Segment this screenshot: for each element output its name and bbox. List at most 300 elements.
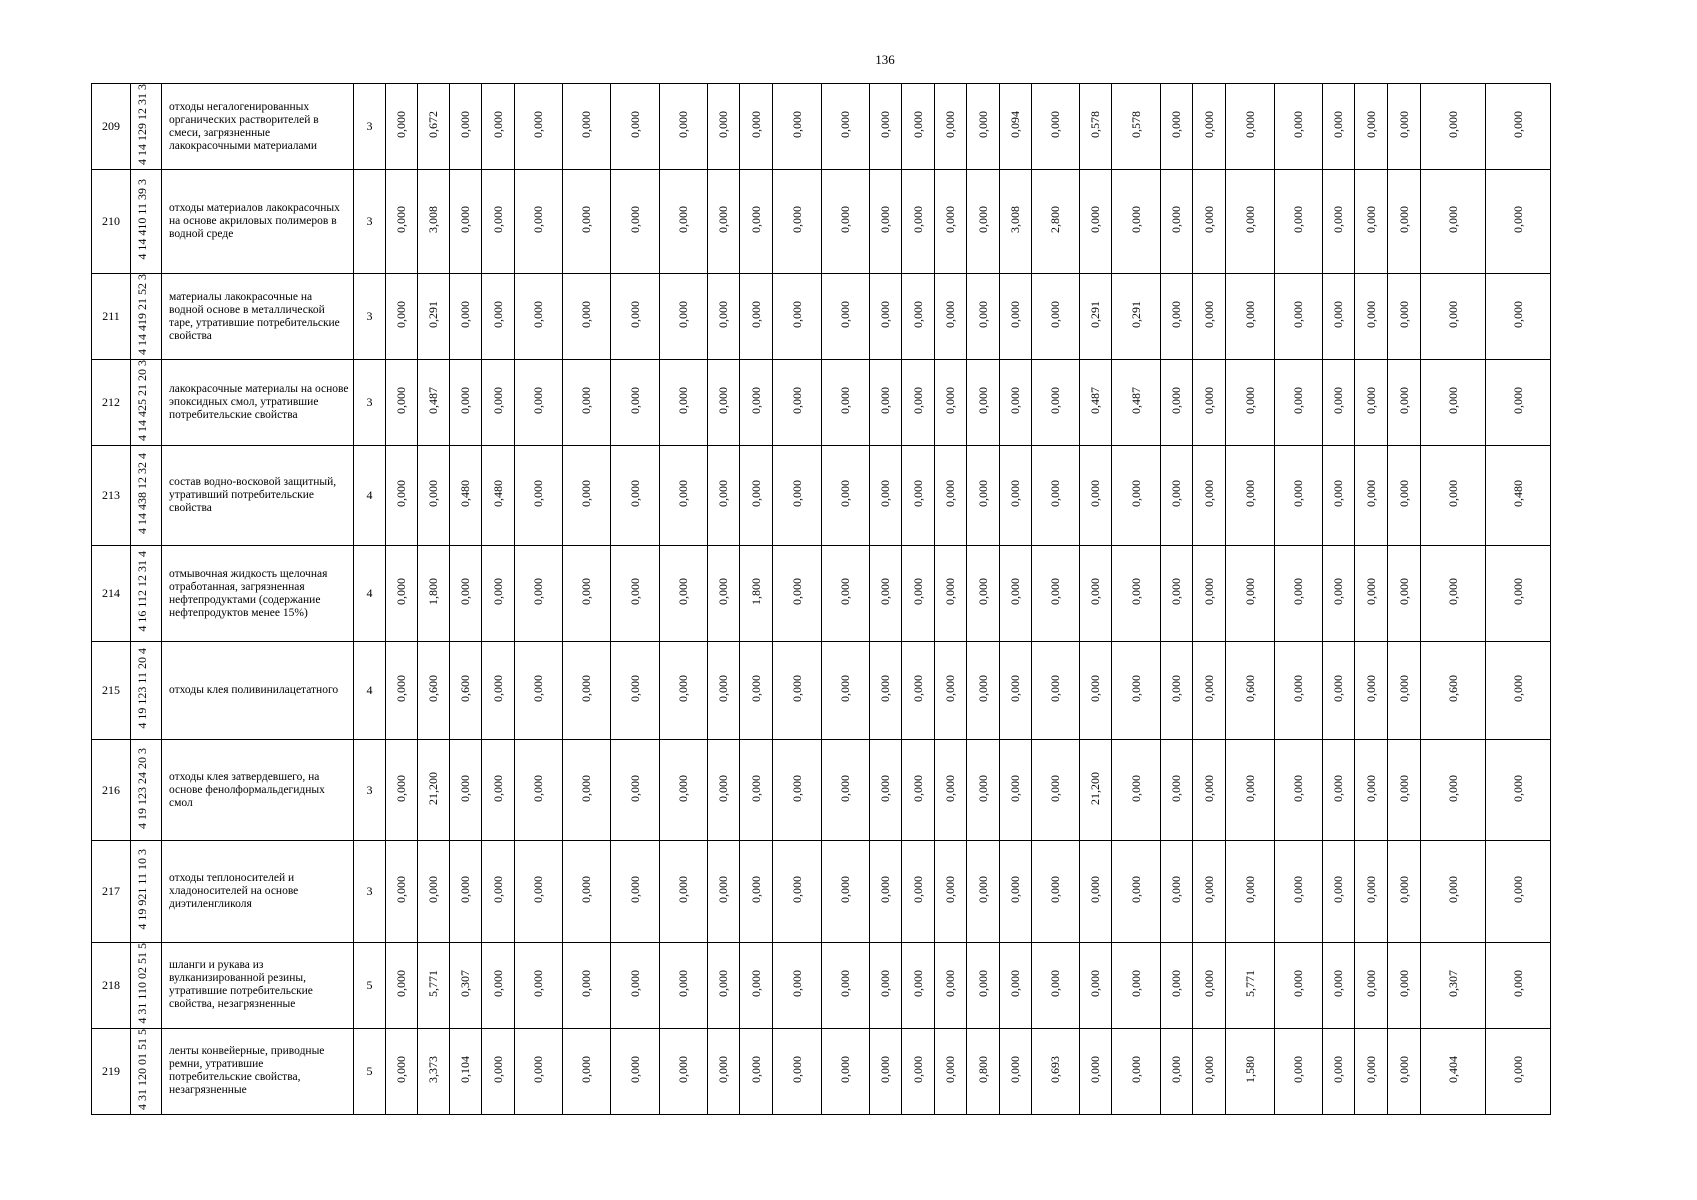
waste-code-cell — [131, 360, 162, 446]
value-cell — [1193, 446, 1226, 546]
value-cell — [935, 841, 967, 943]
value-cell — [773, 84, 822, 170]
value-cell — [1355, 642, 1388, 740]
value-cell — [418, 546, 450, 642]
value-text: 0,000 — [1088, 1055, 1102, 1083]
value-text: 0,000 — [1201, 675, 1216, 702]
value-text: 0,000 — [716, 206, 730, 233]
value-cell — [773, 446, 822, 546]
value-cell — [967, 943, 1000, 1029]
value-text: 0,000 — [1048, 969, 1062, 997]
value-cell — [515, 84, 563, 170]
value-cell — [660, 1028, 708, 1114]
value-text: 0,000 — [838, 876, 852, 903]
value-cell — [418, 360, 450, 446]
value-cell — [1388, 360, 1421, 446]
value-text: 0,000 — [789, 387, 804, 414]
value-cell — [773, 170, 822, 274]
value-cell — [1226, 170, 1275, 274]
value-text: 0,000 — [1008, 387, 1022, 414]
value-text: 0,000 — [975, 301, 990, 328]
value-cell — [1161, 943, 1193, 1029]
value-text: 0,000 — [1363, 111, 1378, 138]
value-text: 0,000 — [910, 206, 925, 233]
value-text: 0,000 — [394, 480, 408, 507]
value-text: 0,000 — [878, 675, 892, 702]
value-text: 0,000 — [1242, 206, 1257, 233]
value-cell — [386, 546, 418, 642]
value-cell — [660, 446, 708, 546]
value-cell — [1080, 446, 1112, 546]
value-text: 0,000 — [627, 301, 642, 328]
value-text: 0,000 — [1088, 675, 1102, 702]
value-text: 0,000 — [627, 206, 642, 233]
value-text: 0,000 — [1242, 578, 1257, 605]
value-cell — [611, 84, 660, 170]
value-cell — [1112, 1028, 1161, 1114]
value-text: 0,000 — [1396, 675, 1411, 702]
value-cell — [1226, 360, 1275, 446]
value-cell — [1388, 446, 1421, 546]
value-text: 0,000 — [716, 969, 730, 997]
value-text: 0,000 — [1201, 876, 1216, 903]
value-cell — [563, 546, 611, 642]
value-text: 0,000 — [676, 1055, 690, 1083]
value-text: 0,578 — [1128, 111, 1143, 138]
value-cell — [1355, 360, 1388, 446]
value-text: 0,000 — [1169, 480, 1183, 507]
value-cell — [1193, 943, 1226, 1029]
value-cell — [1000, 642, 1032, 740]
value-cell — [450, 446, 482, 546]
value-cell — [773, 841, 822, 943]
value-text: 0,000 — [1396, 480, 1411, 507]
value-cell — [1193, 274, 1226, 360]
value-text: 0,000 — [1331, 387, 1345, 414]
value-cell — [1080, 360, 1112, 446]
value-text: 1,800 — [426, 578, 440, 605]
value-text: 0,000 — [716, 876, 730, 903]
table-row — [92, 943, 1583, 1029]
value-cell — [1032, 1028, 1080, 1114]
value-text: 21,200 — [1088, 771, 1102, 805]
value-text: 0,000 — [394, 1055, 408, 1083]
value-text: 0,000 — [910, 876, 925, 903]
value-cell — [1000, 170, 1032, 274]
value-cell — [902, 1028, 935, 1114]
value-cell — [740, 841, 773, 943]
value-text: 0,000 — [579, 876, 593, 903]
waste-code: 4 19 123 11 20 4 — [135, 648, 149, 729]
value-cell — [708, 446, 740, 546]
hazard-class: 5 — [354, 943, 386, 1029]
value-text: 0,404 — [1445, 1055, 1460, 1083]
value-cell — [1323, 446, 1355, 546]
value-cell — [386, 170, 418, 274]
value-text: 0,000 — [748, 774, 763, 802]
value-text: 0,000 — [1048, 578, 1062, 605]
value-cell — [967, 84, 1000, 170]
value-cell — [1421, 84, 1486, 170]
value-text: 0,000 — [1363, 876, 1378, 903]
value-text: 0,000 — [627, 480, 642, 507]
value-text: 0,000 — [943, 387, 957, 414]
value-cell — [1080, 642, 1112, 740]
value-cell — [870, 170, 902, 274]
value-text: 0,000 — [490, 969, 505, 997]
value-text: 0,000 — [1291, 876, 1305, 903]
value-text: 0,291 — [426, 301, 440, 328]
value-cell — [870, 446, 902, 546]
value-text: 0,000 — [975, 774, 990, 802]
value-cell — [482, 642, 515, 740]
value-cell — [1421, 740, 1486, 841]
waste-name: шланги и рукава из вулканизированной резины, утратившие потребительские свойства, незагрязненные — [162, 943, 354, 1029]
value-text: 0,000 — [716, 1055, 730, 1083]
value-text: 0,000 — [1445, 876, 1460, 903]
value-cell — [935, 274, 967, 360]
value-cell — [708, 274, 740, 360]
row-number: 213 — [92, 446, 131, 546]
value-text: 0,000 — [1169, 675, 1183, 702]
value-text: 0,000 — [878, 876, 892, 903]
value-cell — [902, 841, 935, 943]
value-cell — [1032, 546, 1080, 642]
value-cell — [740, 84, 773, 170]
row-number: 216 — [92, 740, 131, 841]
value-cell — [1355, 943, 1388, 1029]
waste-code-cell — [131, 642, 162, 740]
value-text: 0,000 — [789, 1055, 804, 1083]
value-text: 0,000 — [531, 578, 545, 605]
value-cell — [967, 546, 1000, 642]
value-text: 0,000 — [1445, 578, 1460, 605]
waste-name: состав водно-восковой защитный, утративший потребительские свойства — [162, 446, 354, 546]
value-cell — [1421, 446, 1486, 546]
value-text: 0,000 — [579, 675, 593, 702]
value-text: 0,000 — [975, 876, 990, 903]
value-text: 0,000 — [490, 387, 505, 414]
value-cell — [1161, 642, 1193, 740]
value-cell — [1161, 360, 1193, 446]
value-cell — [1421, 943, 1486, 1029]
value-text: 0,000 — [1510, 969, 1525, 997]
value-cell — [822, 446, 870, 546]
value-text: 0,000 — [458, 111, 472, 138]
value-text: 0,000 — [748, 387, 763, 414]
value-text: 0,000 — [490, 675, 505, 702]
waste-code: 4 31 110 02 51 5 — [135, 943, 149, 1024]
value-text: 0,693 — [1048, 1055, 1062, 1083]
value-text: 0,000 — [1445, 387, 1460, 414]
value-text: 0,000 — [1201, 1055, 1216, 1083]
value-cell — [708, 943, 740, 1029]
value-text: 0,000 — [1201, 578, 1216, 605]
value-text: 0,487 — [1088, 387, 1102, 414]
value-cell — [386, 274, 418, 360]
value-text: 0,000 — [1169, 111, 1183, 138]
value-cell — [418, 1028, 450, 1114]
value-text: 0,000 — [838, 480, 852, 507]
value-cell — [1161, 274, 1193, 360]
value-cell — [1323, 740, 1355, 841]
value-cell — [1355, 84, 1388, 170]
value-cell — [611, 360, 660, 446]
value-text: 0,000 — [789, 774, 804, 802]
table-row — [92, 84, 1583, 170]
value-text: 0,000 — [1510, 774, 1525, 802]
value-cell — [773, 740, 822, 841]
value-text: 0,000 — [878, 111, 892, 138]
value-cell — [1226, 841, 1275, 943]
value-text: 0,000 — [789, 301, 804, 328]
value-text: 0,000 — [676, 206, 690, 233]
value-text: 0,000 — [1048, 111, 1062, 138]
value-cell — [1388, 546, 1421, 642]
value-cell — [1486, 642, 1551, 740]
value-text: 0,000 — [531, 206, 545, 233]
hazard-class: 5 — [354, 1028, 386, 1114]
value-text: 0,000 — [910, 675, 925, 702]
value-text: 0,000 — [1510, 206, 1525, 233]
waste-code-cell — [131, 1028, 162, 1114]
value-text: 0,000 — [1331, 969, 1345, 997]
value-cell — [450, 84, 482, 170]
value-text: 0,000 — [789, 578, 804, 605]
value-cell — [1226, 84, 1275, 170]
value-text: 0,000 — [1128, 578, 1143, 605]
value-text: 0,000 — [1088, 578, 1102, 605]
value-cell — [1193, 84, 1226, 170]
value-text: 0,000 — [394, 301, 408, 328]
value-text: 0,000 — [1088, 480, 1102, 507]
value-cell — [1161, 841, 1193, 943]
value-text: 0,000 — [1008, 578, 1022, 605]
value-text: 0,000 — [627, 387, 642, 414]
value-cell — [1112, 841, 1161, 943]
value-text: 0,000 — [1169, 387, 1183, 414]
value-cell — [1112, 740, 1161, 841]
value-cell — [1161, 1028, 1193, 1114]
hazard-class: 3 — [354, 84, 386, 170]
value-text: 0,000 — [1242, 480, 1257, 507]
row-number: 219 — [92, 1028, 131, 1114]
waste-code-cell — [131, 84, 162, 170]
value-text: 0,000 — [1331, 206, 1345, 233]
value-cell — [822, 84, 870, 170]
waste-code: 4 14 410 11 39 3 — [135, 179, 149, 260]
value-text: 5,771 — [426, 969, 440, 997]
table-row — [92, 360, 1583, 446]
value-cell — [611, 1028, 660, 1114]
value-cell — [660, 546, 708, 642]
value-text: 0,000 — [748, 480, 763, 507]
value-text: 0,000 — [1363, 578, 1378, 605]
value-cell — [1193, 740, 1226, 841]
value-text: 0,000 — [1128, 1055, 1143, 1083]
value-text: 0,000 — [1396, 876, 1411, 903]
value-cell — [1112, 274, 1161, 360]
value-text: 0,000 — [943, 876, 957, 903]
value-text: 0,000 — [490, 876, 505, 903]
value-cell — [870, 360, 902, 446]
waste-code: 4 19 123 24 20 3 — [135, 747, 149, 829]
value-text: 0,000 — [838, 206, 852, 233]
value-cell — [870, 1028, 902, 1114]
value-cell — [1226, 446, 1275, 546]
value-text: 0,000 — [1331, 480, 1345, 507]
value-text: 0,000 — [1291, 387, 1305, 414]
value-text: 0,000 — [878, 969, 892, 997]
value-text: 0,000 — [789, 876, 804, 903]
value-cell — [563, 446, 611, 546]
value-text: 0,000 — [1169, 578, 1183, 605]
value-cell — [870, 642, 902, 740]
value-text: 0,000 — [676, 480, 690, 507]
hazard-class: 3 — [354, 841, 386, 943]
value-cell — [870, 943, 902, 1029]
value-cell — [660, 170, 708, 274]
value-cell — [660, 360, 708, 446]
value-text: 0,480 — [458, 480, 472, 507]
value-cell — [482, 1028, 515, 1114]
value-text: 0,000 — [1396, 578, 1411, 605]
value-cell — [1000, 943, 1032, 1029]
value-cell — [935, 546, 967, 642]
value-cell — [1032, 446, 1080, 546]
value-cell — [773, 546, 822, 642]
value-text: 0,000 — [1008, 480, 1022, 507]
value-cell — [418, 642, 450, 740]
value-cell — [1032, 943, 1080, 1029]
value-text: 0,000 — [579, 774, 593, 802]
value-cell — [1000, 1028, 1032, 1114]
waste-code: 4 31 120 01 51 5 — [135, 1028, 149, 1110]
value-text: 2,800 — [1048, 206, 1062, 233]
value-cell — [1000, 360, 1032, 446]
value-text: 0,000 — [1048, 675, 1062, 702]
value-cell — [902, 546, 935, 642]
value-text: 0,000 — [627, 774, 642, 802]
value-cell — [1421, 841, 1486, 943]
hazard-class: 4 — [354, 446, 386, 546]
value-text: 0,000 — [878, 480, 892, 507]
value-cell — [1080, 1028, 1112, 1114]
value-text: 0,000 — [1201, 301, 1216, 328]
value-cell — [935, 740, 967, 841]
value-text: 0,000 — [676, 111, 690, 138]
value-text: 1,800 — [748, 578, 763, 605]
value-text: 0,000 — [1128, 876, 1143, 903]
value-cell — [386, 1028, 418, 1114]
value-text: 0,000 — [531, 387, 545, 414]
value-text: 0,000 — [910, 969, 925, 997]
value-cell — [1323, 274, 1355, 360]
value-cell — [1323, 943, 1355, 1029]
value-cell — [773, 943, 822, 1029]
value-cell — [935, 642, 967, 740]
value-cell — [563, 642, 611, 740]
value-text: 0,000 — [490, 578, 505, 605]
value-cell — [611, 446, 660, 546]
value-text: 0,000 — [1396, 111, 1411, 138]
value-cell — [1080, 546, 1112, 642]
value-cell — [482, 360, 515, 446]
value-cell — [870, 84, 902, 170]
value-cell — [418, 84, 450, 170]
value-text: 0,000 — [943, 111, 957, 138]
value-cell — [1486, 170, 1551, 274]
value-cell — [1226, 943, 1275, 1029]
value-cell — [967, 1028, 1000, 1114]
value-cell — [708, 546, 740, 642]
value-text: 0,000 — [1445, 480, 1460, 507]
value-cell — [773, 274, 822, 360]
value-cell — [563, 943, 611, 1029]
value-cell — [967, 360, 1000, 446]
value-cell — [740, 943, 773, 1029]
value-cell — [740, 274, 773, 360]
value-text: 0,000 — [910, 774, 925, 802]
value-cell — [1486, 274, 1551, 360]
value-text: 0,000 — [1128, 206, 1143, 233]
value-cell — [1486, 546, 1551, 642]
value-text: 0,000 — [716, 387, 730, 414]
value-text: 0,000 — [1008, 301, 1022, 328]
value-text: 0,000 — [910, 578, 925, 605]
waste-code: 4 16 112 12 31 4 — [135, 551, 149, 632]
value-cell — [660, 740, 708, 841]
value-text: 0,000 — [579, 1055, 593, 1083]
hazard-class: 3 — [354, 740, 386, 841]
value-text: 0,000 — [1169, 1055, 1183, 1083]
value-cell — [1388, 170, 1421, 274]
value-cell — [450, 943, 482, 1029]
value-text: 0,000 — [1510, 387, 1525, 414]
value-cell — [1421, 546, 1486, 642]
value-text: 0,000 — [1396, 774, 1411, 802]
value-cell — [515, 943, 563, 1029]
value-cell — [1112, 84, 1161, 170]
value-cell — [450, 740, 482, 841]
row-number: 211 — [92, 274, 131, 360]
value-text: 0,000 — [579, 969, 593, 997]
value-cell — [418, 170, 450, 274]
value-cell — [386, 943, 418, 1029]
hazard-class: 3 — [354, 360, 386, 446]
value-text: 0,000 — [748, 675, 763, 702]
value-text: 0,000 — [1331, 774, 1345, 802]
value-text: 0,000 — [748, 1055, 763, 1083]
value-cell — [1112, 446, 1161, 546]
value-cell — [1000, 446, 1032, 546]
value-cell — [386, 841, 418, 943]
value-text: 0,000 — [394, 774, 408, 802]
page-number: 136 — [875, 52, 895, 67]
value-text: 0,000 — [394, 675, 408, 702]
value-text: 0,000 — [1201, 206, 1216, 233]
value-cell — [611, 943, 660, 1029]
value-text: 0,000 — [1445, 111, 1460, 138]
value-cell — [515, 841, 563, 943]
value-text: 0,000 — [878, 301, 892, 328]
value-cell — [1486, 1028, 1551, 1114]
value-cell — [1355, 841, 1388, 943]
value-text: 0,600 — [458, 675, 472, 702]
value-cell — [870, 740, 902, 841]
value-cell — [1355, 1028, 1388, 1114]
value-text: 0,000 — [531, 774, 545, 802]
